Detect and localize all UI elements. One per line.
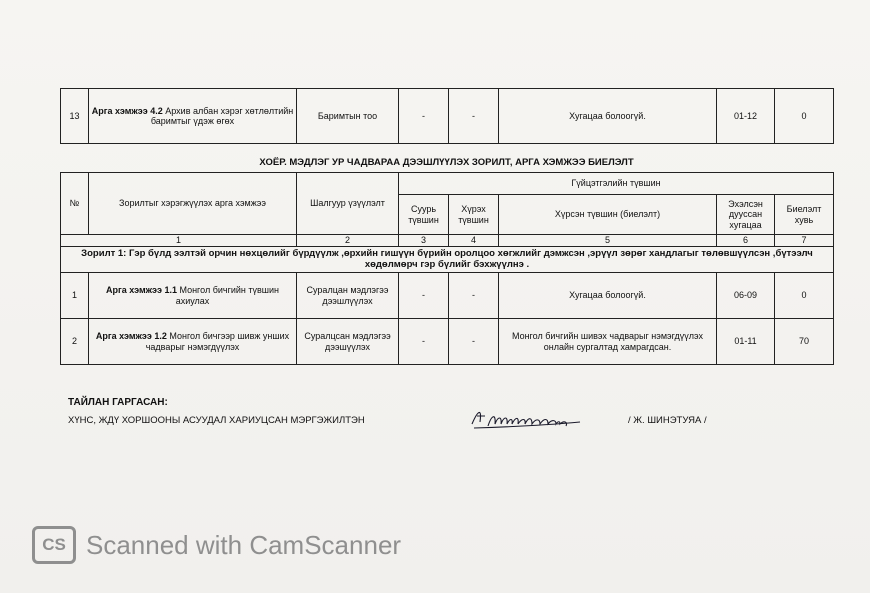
measure-cell [89, 273, 297, 319]
table-row [61, 273, 834, 319]
header-achieved: Хүрсэн түвшин (биелэлт) [499, 195, 717, 235]
header-performance: Гүйцэтгэлийн түвшин [399, 173, 834, 195]
indicator-cell: Баримтын тоо [297, 89, 399, 144]
baseline-cell: - [399, 273, 449, 319]
measure-code: Арга хэмжээ 4.2 [91, 105, 163, 116]
top-table [60, 88, 834, 144]
score-cell: 70 [775, 319, 834, 365]
col-number: 7 [775, 235, 834, 247]
main-table [60, 172, 834, 365]
baseline-cell: - [399, 319, 449, 365]
header-measure: Зорилтыг хэрэгжүүлэх арга хэмжээ [89, 173, 297, 235]
header-indicator: Шалгуур үзүүлэлт [297, 173, 399, 235]
table-row [61, 89, 834, 144]
indicator-cell: Суралцан мэдлэгээ дээшлүүлэх [297, 273, 399, 319]
indicator-cell: Суралцсан мэдлэгээ дээшүүлэх [297, 319, 399, 365]
achieved-cell: Хугацаа болоогүй. [499, 89, 717, 144]
report-position: ХҮНС, ЖДҮ ХОРШООНЫ АСУУДАЛ ХАРИУЦСАН МЭРГЭЖИЛТЭН [68, 415, 365, 426]
achieved-cell: Хугацаа болоогүй. [499, 273, 717, 319]
col-number: 5 [499, 235, 717, 247]
header-target: Хүрэх түвшин [449, 195, 499, 235]
baseline-cell: - [399, 89, 449, 144]
measure-cell [89, 319, 297, 365]
section-heading: ХОЁР. МЭДЛЭГ УР ЧАДВАРАА ДЭЭШЛҮҮЛЭХ ЗОРИЛТ, АРГА ХЭМЖЭЭ БИЕЛЭЛТ [259, 157, 634, 168]
measure-text: Монгол бичгээр шивж унших чадварыг нэмэгдүүлэх [145, 331, 290, 352]
measure-code: Арга хэмжээ 1.1 [105, 285, 177, 296]
col-number: 3 [399, 235, 449, 247]
score-cell: 0 [775, 89, 834, 144]
header-score: Биелэлт хувь [775, 195, 834, 235]
camscanner-logo-icon: CS [32, 526, 76, 564]
achieved-cell: Монгол бичгийн шивэх чадварыг нэмэгдүүлэх онлайн сургалтад хамрагдсан. [499, 319, 717, 365]
camscanner-watermark [32, 526, 401, 564]
target-cell: - [449, 89, 499, 144]
col-number: 1 [61, 235, 297, 247]
col-number: 2 [297, 235, 399, 247]
col-number: 6 [717, 235, 775, 247]
header-num: № [61, 173, 89, 235]
report-title: ТАЙЛАН ГАРГАСАН: [68, 397, 168, 408]
row-number: 13 [61, 89, 89, 144]
signature [468, 404, 583, 434]
goal-row [61, 247, 834, 273]
col-number: 4 [449, 235, 499, 247]
target-cell: - [449, 319, 499, 365]
measure-cell [89, 89, 297, 144]
goal-text: Зорилт 1: Гэр бүлд ээлтэй орчин нөхцөлийг бүрдүүлж ,өрхийн гишүүн бүрийн оролцоо хөгжлийг дэмжсэн ,эрүүл зөрөг хандлагыг төлөвшүүлсэн ,бүтээлч хөдөлмөрч гэр бүлийг бэхжүүлнэ . [61, 247, 834, 273]
header-period: Эхэлсэн дууссан хугацаа [717, 195, 775, 235]
period-cell: 01-12 [717, 89, 775, 144]
row-number: 2 [61, 319, 89, 365]
table-row [61, 319, 834, 365]
measure-code: Арга хэмжээ 1.2 [95, 331, 167, 342]
period-cell: 06-09 [717, 273, 775, 319]
watermark-text: Scanned with CamScanner [86, 529, 402, 560]
column-number-row [61, 235, 834, 247]
measure-text: Архив албан хэрэг хөтлөлтийн баримтыг үдэж өгөх [150, 105, 294, 126]
report-name: / Ж. ШИНЭТУЯА / [628, 415, 707, 426]
header-baseline: Суурь түвшин [399, 195, 449, 235]
period-cell: 01-11 [717, 319, 775, 365]
header-row [61, 173, 834, 195]
measure-text: Монгол бичгийн түвшин ахиулах [175, 285, 280, 306]
row-number: 1 [61, 273, 89, 319]
target-cell: - [449, 273, 499, 319]
score-cell: 0 [775, 273, 834, 319]
